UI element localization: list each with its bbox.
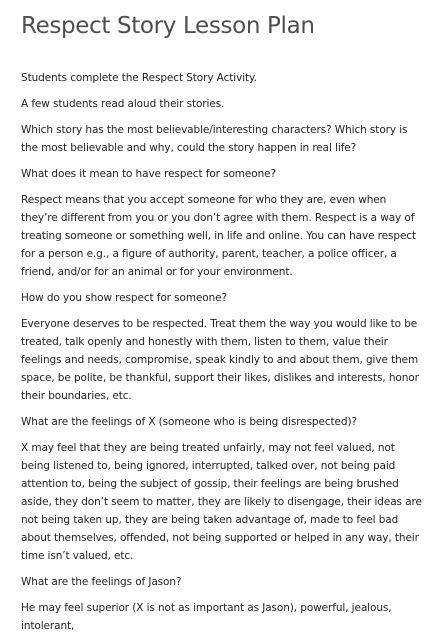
answer-meaning-of-respect: Respect means that you accept someone for who they are, even when they’re different from you or you don’t agree with them. Respect is a way of treating someone or something well, in life and online. You can have respect for a person e.g., a figure of authority, parent, teacher, a police officer, a friend, and/or for an animal or for your environment. [21, 194, 417, 278]
question-meaning-of-respect: What does it mean to have respect for someone? [21, 168, 276, 180]
page-title: Respect Story Lesson Plan [21, 13, 315, 39]
answer-feelings-of-x: X may feel that they are being treated unfairly, may not feel valued, not being listened to, being ignored, interrupted, talked over, not being paid attention to, being the subject of gossip, their feelings are being brushed aside, they don’t seem to matter, they are likely to disengage, their ideas are not being taken up, they are being taken advantage of, made to feel bad about themselves, offended, not being supported or helped in any way, their time isn’t valued, etc. [21, 442, 422, 562]
answer-feelings-of-jason: He may feel superior (X is not as important as Jason), powerful, jealous, intolerant, [21, 602, 392, 632]
paragraph-read-aloud: A few students read aloud their stories. [21, 98, 225, 110]
question-show-respect: How do you show respect for someone? [21, 292, 228, 304]
question-believable-story: Which story has the most believable/interesting characters? Which story is the most believable and why, could the story happen in real life? [21, 124, 408, 154]
paragraph-activity: Students complete the Respect Story Activity. [21, 72, 257, 84]
document-body [21, 69, 426, 643]
question-feelings-of-jason: What are the feelings of Jason? [21, 576, 182, 588]
question-feelings-of-x: What are the feelings of X (someone who is being disrespected)? [21, 416, 357, 428]
answer-show-respect: Everyone deserves to be respected. Treat them the way you would like to be treated, talk openly and honestly with them, listen to them, value their feelings and needs, compromise, speak kindly to and about them, give them space, be polite, be thankful, support their likes, dislikes and interests, honor their boundaries, etc. [21, 318, 419, 402]
